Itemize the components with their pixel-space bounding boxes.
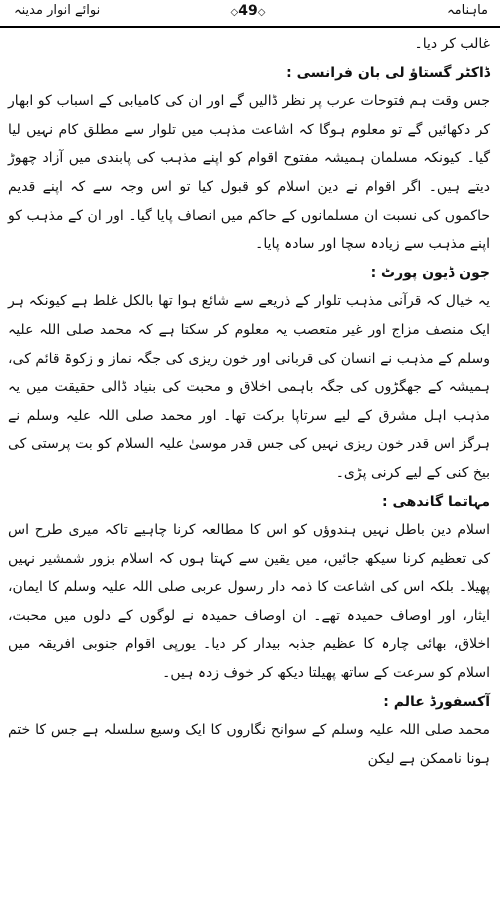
paragraph: یہ خیال کہ قرآنی مذہب تلوار کے ذریعے سے شائع ہوا تھا بالکل غلط ہے کیونکہ ہر ایک منصف مزاج اور غیر متعصب یہ معلوم کر سکتا ہے کہ محمد صلی اللہ علیہ وسلم کے مذہب نے انسان کی قربانی اور خون ریزی کی جگہ نماز و زکوۃ قائم کی، ہمیشہ کے جھگڑوں کی جگہ باہمی اخلاق و محبت کی بنیاد ڈالی حقیقت میں یہ مذہب اہل مشرق کے لیے سرتاپا برکت تھا۔ اور محمد صلی اللہ علیہ وسلم نے ہرگز اس قدر خون ریزی نہیں کی جس قدر موسیٰ علیہ السلام کو بت پرستی کی بیخ کنی کے لیے کرنی پڑی۔ — [8, 293, 490, 481]
section-heading: ڈاکٹر گستاؤ لی بان فرانسی : — [286, 64, 490, 81]
paragraph: جس وقت ہم فتوحات عرب پر نظر ڈالیں گے اور ان کی کامیابی کے اسباب کو ابھار کر دکھائیں گے تو معلوم ہوگا کہ اشاعت مذہب میں تلوار سے مطلق کام نہیں لیا گیا۔ کیونکہ مسلمان ہمیشہ مفتوح اقوام کو اپنے مذہب کی پابندی میں آزاد چھوڑ دیتے ہیں۔ اگر اقوام نے دین اسلام کو قبول کیا تو اس وجہ سے کہ اپنے قدیم حاکموں کی نسبت ان مسلمانوں کے حاکم میں انصاف پایا گیا۔ اور ان کے مذہب کو اپنے مذہب سے زیادہ سچا اور سادہ پایا۔ — [8, 93, 490, 253]
page-number-box — [210, 2, 286, 22]
page-header — [0, 0, 500, 28]
page-number: 49 — [238, 3, 258, 19]
section-heading: آکسفورڈ عالم : — [383, 693, 490, 710]
magazine-name: نوائے انوار مدینہ — [14, 3, 101, 18]
section-heading: جون ڈیون پورٹ : — [370, 264, 490, 281]
ornament-left-icon: ◇ — [230, 7, 239, 18]
paragraph: محمد صلی اللہ علیہ وسلم کے سوانح نگاروں کا ایک وسیع سلسلہ ہے جس کا ختم ہونا ناممکن ہے لیکن — [8, 722, 490, 767]
paragraph: غالب کر دیا۔ — [414, 36, 490, 52]
article-body — [8, 30, 490, 908]
publication-type: ماہنامہ — [446, 3, 488, 18]
section-heading: مہاتما گاندھی : — [382, 493, 490, 510]
ornament-right-icon: ◇ — [257, 7, 266, 18]
paragraph: اسلام دین باطل نہیں ہندوؤں کو اس کا مطالعہ کرنا چاہیے تاکہ میری طرح اس کی تعظیم کرنا سیکھ جائیں، میں یقین سے کہتا ہوں کہ اسلام بزور شمشیر نہیں پھیلا۔ بلکہ اس کی اشاعت کا ذمہ دار رسول عربی صلی اللہ علیہ وسلم کا ایمان، ایثار، اور اوصاف حمیدہ تھے۔ ان اوصاف حمیدہ نے لوگوں کے دلوں میں محبت، اخلاق، بھائی چارہ کا عظیم جذبہ بیدار کر دیا۔ یورپی اقوام جنوبی افریقہ میں اسلام کو سرعت کے ساتھ پھیلتا دیکھ کر خوف زدہ ہیں۔ — [8, 522, 490, 682]
